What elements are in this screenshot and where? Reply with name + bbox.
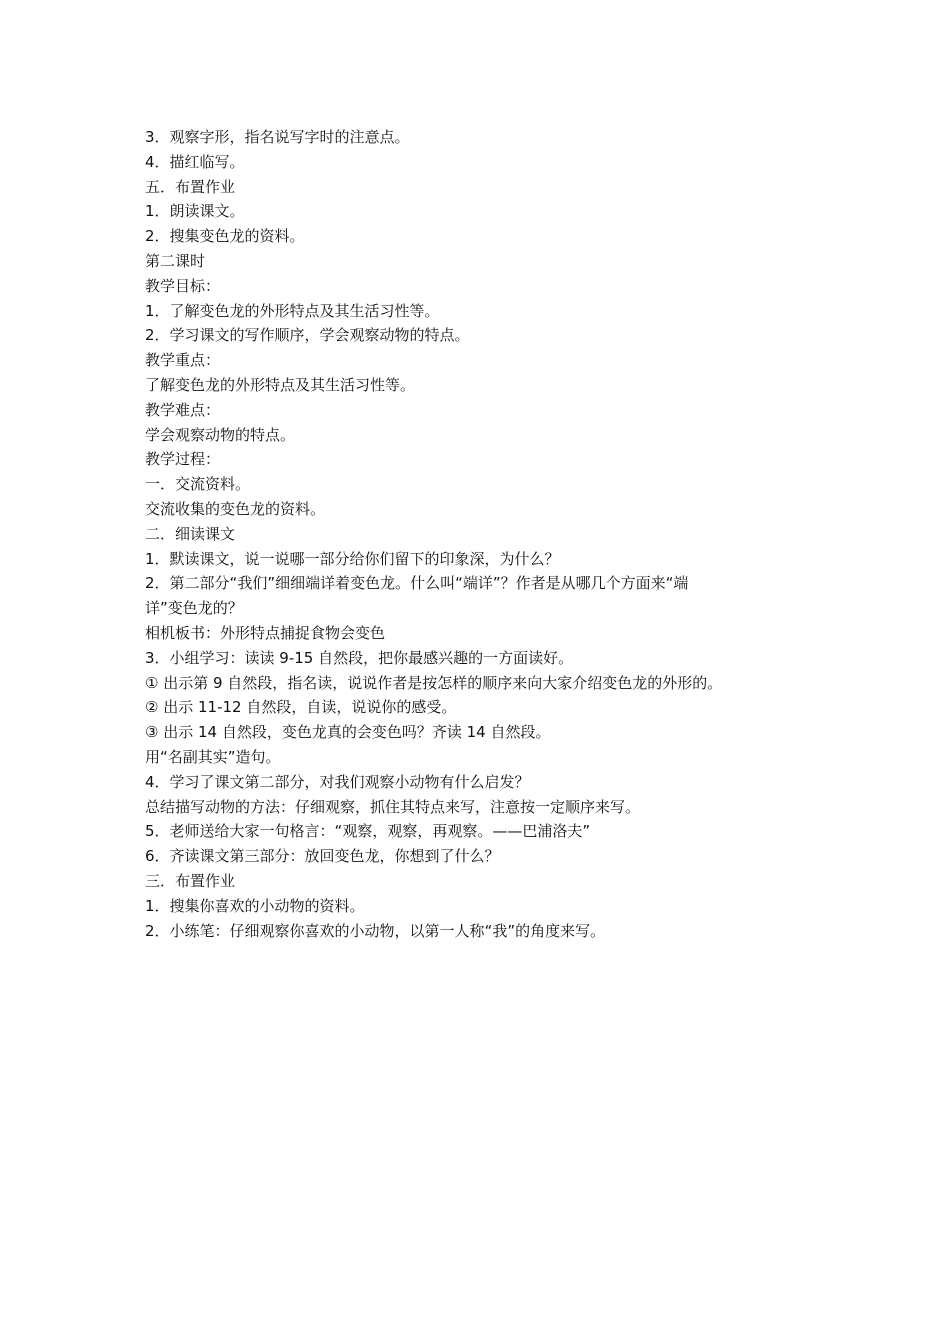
section-heading: 教学重点： <box>145 351 221 370</box>
text-line: 2．第二部分“我们”细细端详着变色龙。什么叫“端详”？作者是从哪几个方面来“端 <box>145 574 689 593</box>
text-line: 总结描写动物的方法：仔细观察，抓住其特点来写，注意按一定顺序来写。 <box>145 797 641 816</box>
text-line: ① 出示第 9 自然段，指名读，说说作者是按怎样的顺序来向大家介绍变色龙的外形的。 <box>145 673 723 692</box>
section-heading: 教学过程： <box>145 450 221 469</box>
section-heading: 教学难点： <box>145 400 221 419</box>
text-line: 5．老师送给大家一句格言：“观察，观察，再观察。——巴浦洛夫” <box>145 822 591 841</box>
text-line: 1．了解变色龙的外形特点及其生活习性等。 <box>145 301 440 320</box>
lesson-heading: 第二课时 <box>145 251 206 270</box>
text-line: 3．观察字形，指名说写字时的注意点。 <box>145 128 410 146</box>
section-heading: 一．交流资料。 <box>145 475 251 494</box>
text-line: 相机板书：外形特点捕捉食物会变色 <box>145 623 386 642</box>
section-heading: 三．布置作业 <box>145 871 236 890</box>
text-line: 学会观察动物的特点。 <box>145 425 296 444</box>
text-line: ③ 出示 14 自然段，变色龙真的会变色吗？齐读 14 自然段。 <box>145 723 551 742</box>
text-line: 了解变色龙的外形特点及其生活习性等。 <box>145 375 416 394</box>
text-line: 1．搜集你喜欢的小动物的资料。 <box>145 896 365 915</box>
text-line: ② 出示 11-12 自然段，自读，说说你的感受。 <box>145 698 457 717</box>
text-line: 2．小练笔：仔细观察你喜欢的小动物，以第一人称“我”的角度来写。 <box>145 921 606 940</box>
text-line: 2．学习课文的写作顺序，学会观察动物的特点。 <box>145 326 470 345</box>
text-line: 3．小组学习：读读 9-15 自然段，把你最感兴趣的一方面读好。 <box>145 648 574 667</box>
text-line: 4．描红临写。 <box>145 152 245 171</box>
text-line: 1．默读课文，说一说哪一部分给你们留下的印象深，为什么？ <box>145 549 560 568</box>
section-heading: 五．布置作业 <box>145 177 236 196</box>
text-line: 用“名副其实”造句。 <box>145 747 281 766</box>
text-line: 6．齐读课文第三部分：放回变色龙，你想到了什么？ <box>145 847 500 866</box>
text-line: 4．学习了课文第二部分，对我们观察小动物有什么启发？ <box>145 772 530 791</box>
document-body <box>145 125 815 943</box>
text-line: 1．朗读课文。 <box>145 202 245 221</box>
text-line: 详”变色龙的？ <box>145 599 243 618</box>
section-heading: 教学目标： <box>145 276 221 295</box>
section-heading: 二．细读课文 <box>145 524 236 543</box>
text-line: 交流收集的变色龙的资料。 <box>145 499 326 518</box>
text-line: 2．搜集变色龙的资料。 <box>145 227 305 246</box>
